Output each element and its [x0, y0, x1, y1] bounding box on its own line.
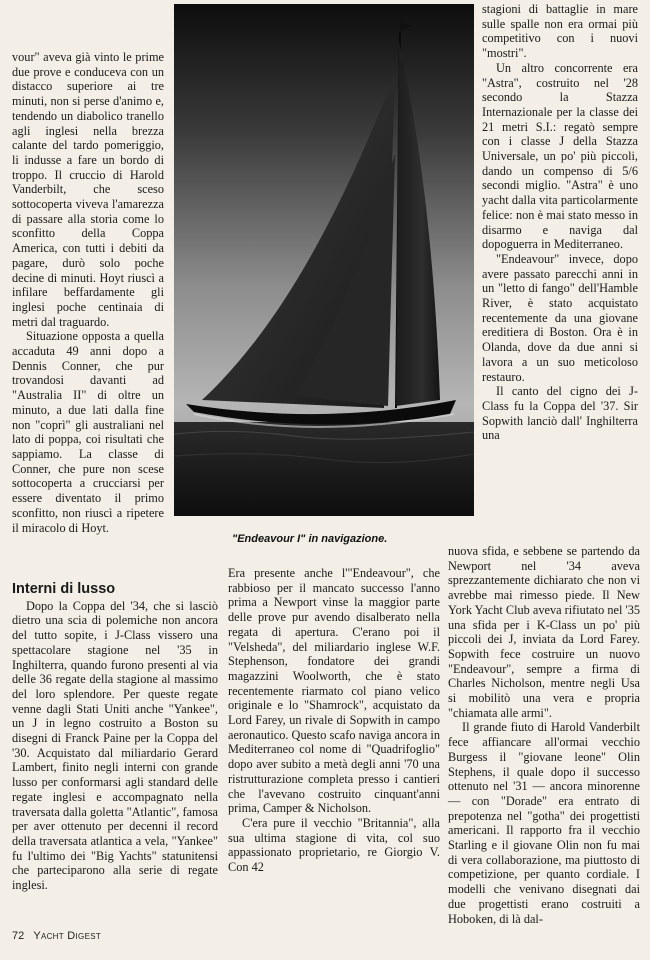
photo-caption: "Endeavour I" in navigazione. [232, 533, 388, 545]
paragraph: stagioni di battaglie in mare sulle spalle non era ormai più competitivo con i nuovi "mostri". [482, 2, 638, 61]
paragraph: Il canto del cigno dei J-Class fu la Coppa del '37. Sir Sopwith lanciò dall' Inghilterra una [482, 384, 638, 443]
page-number: 72 [12, 930, 25, 942]
column-2 [228, 566, 440, 875]
column-1 [12, 582, 218, 893]
paragraph: vour" aveva già vinto le prime due prove e conduceva con un distacco superiore ai tre minuti, non si perse d'animo e, tendendo un diabolico tranello agli inglesi nella brezza calante del tardo pomeriggio, li indusse a fare un bordo di troppo. Il cruccio di Harold Vanderbilt, che sceso sottocoperta viveva l'amarezza di passare alla storia come lo sconfitto della Coppa America, con tutti i debiti da pagare, durò solo poche decine di minuti. Hoyt riuscì a infilare beffardamente gli inglesi poche centinaia di metri dal traguardo. [12, 50, 164, 329]
section-heading: Interni di lusso [12, 581, 116, 597]
column-right-top [482, 2, 638, 443]
paragraph: nuova sfida, e sebbene se partendo da Newport nel '34 aveva sprezzantemente dichiarato che non vi avrebbe mai rimesso piede. Il New York Yacht Club aveva rifiutato nel '35 una sfida per i K-Class un po' più piccoli dei J, inviata da Lord Farey. Sopwith fece costruire un nuovo "Endeavour", sempre a firma di Charles Nicholson, mentre negli Usa si mobilitò una vera e propria "chiamata alle armi". [448, 544, 640, 720]
magazine-name: Yacht Digest [33, 930, 102, 942]
column-left-top [12, 50, 164, 535]
page-footer [12, 930, 101, 942]
yacht-under-sail-image [174, 4, 474, 516]
yacht-photo [174, 4, 474, 516]
paragraph: Era presente anche l'"Endeavour", che rabbioso per il mancato successo l'anno prima a Newport vinse la maggior parte delle prove pur avendo disalberato nella regata di apertura. C'erano poi il "Velsheda", del miliardario inglese W.F. Stephenson, fondatore dei grandi magazzini Woolworth, che è stato recentemente riarmato col piano velico originale e lo "Shamrock", acquistato da Lord Farey, un rivale di Sopwith in campo aeronautico. Questo scafo naviga ancora in Mediterraneo col nome di "Quadrifoglio" dopo aver subito a metà degli anni '70 una ristrutturazione completa presso i cantieri che l'avevano costruito cinquant'anni prima, Camper & Nicholson. [228, 566, 440, 816]
paragraph: Un altro concorrente era "Astra", costruito nel '28 secondo la Stazza Internazionale per la classe dei 21 metri S.I.: regatò sempre con i classe J della Stazza Universale, un po' più piccoli, dando un compenso di 5/6 secondi miglio. "Astra" è uno yacht dalla vita particolarmente felice: non è mai stato messo in disarmo e naviga dal dopoguerra in Mediterraneo. [482, 60, 638, 252]
paragraph: Dopo la Coppa del '34, che si lasciò dietro una scia di polemiche non ancora del tutto sopite, i J-Class vissero una spettacolare stagione nel '35 in Inghilterra, quando furono presenti al via delle 36 regate della stagione al massimo del loro splendore. Per queste regate venne dagli Stati Uniti anche "Yankee", un J in legno costruito a Boston su disegni di Franck Paine per la Coppa del '30. Acquistato dal miliardario Gerard Lambert, finito negli interni con grande lusso per conformarsi agli standard delle regate inglesi e accompagnato nella traversata dalla goletta "Atlantic", famosa per aver ottenuto per decenni il record della traversata atlantica a vela, "Yankee" fu l'ultimo dei "Big Yachts" statunitensi che parteciparono alla serie di regate inglesi. [12, 598, 218, 893]
column-right-bottom [448, 544, 640, 926]
paragraph: Situazione opposta a quella accaduta 49 anni dopo a Dennis Conner, che pur trovandosi davanti ad "Australia II" di oltre un minuto, a due lati dalla fine non "coprì" gli australiani nel lato di poppa, coi risultati che sappiamo. La classe di Conner, che pure non scese sottocoperta a crucciarsi per essere diventato il primo sconfitto, non riuscì a ripetere il miracolo di Hoyt. [12, 329, 164, 535]
paragraph: C'era pure il vecchio "Britannia", alla sua ultima stagione di vita, col suo appassionato proprietario, re Giorgio V. Con 42 [228, 815, 440, 875]
paragraph: Il grande fiuto di Harold Vanderbilt fece affiancare all'ormai vecchio Burgess il "giovane leone" Olin Stephens, il quale dopo il successo ottenuto nel '31 — ancora minorenne — con "Dorade" era entrato di prepotenza nel "gotha" dei progettisti americani. Il rapporto fra il vecchio Starling e il giovane Olin non fu mai di vera collaborazione, ma piuttosto di competizione, per quanto cordiale. I modelli che venivano disegnati dai due progettisti erano costruiti a Hoboken, di là dal- [448, 720, 640, 926]
paragraph: "Endeavour" invece, dopo avere passato parecchi anni in un "letto di fango" dell'Hamble River, è stato acquistato recentemente da una giovane ereditiera di Boston. Ora è in Olanda, dove da due anni si lavora a un suo meticoloso restauro. [482, 251, 638, 384]
